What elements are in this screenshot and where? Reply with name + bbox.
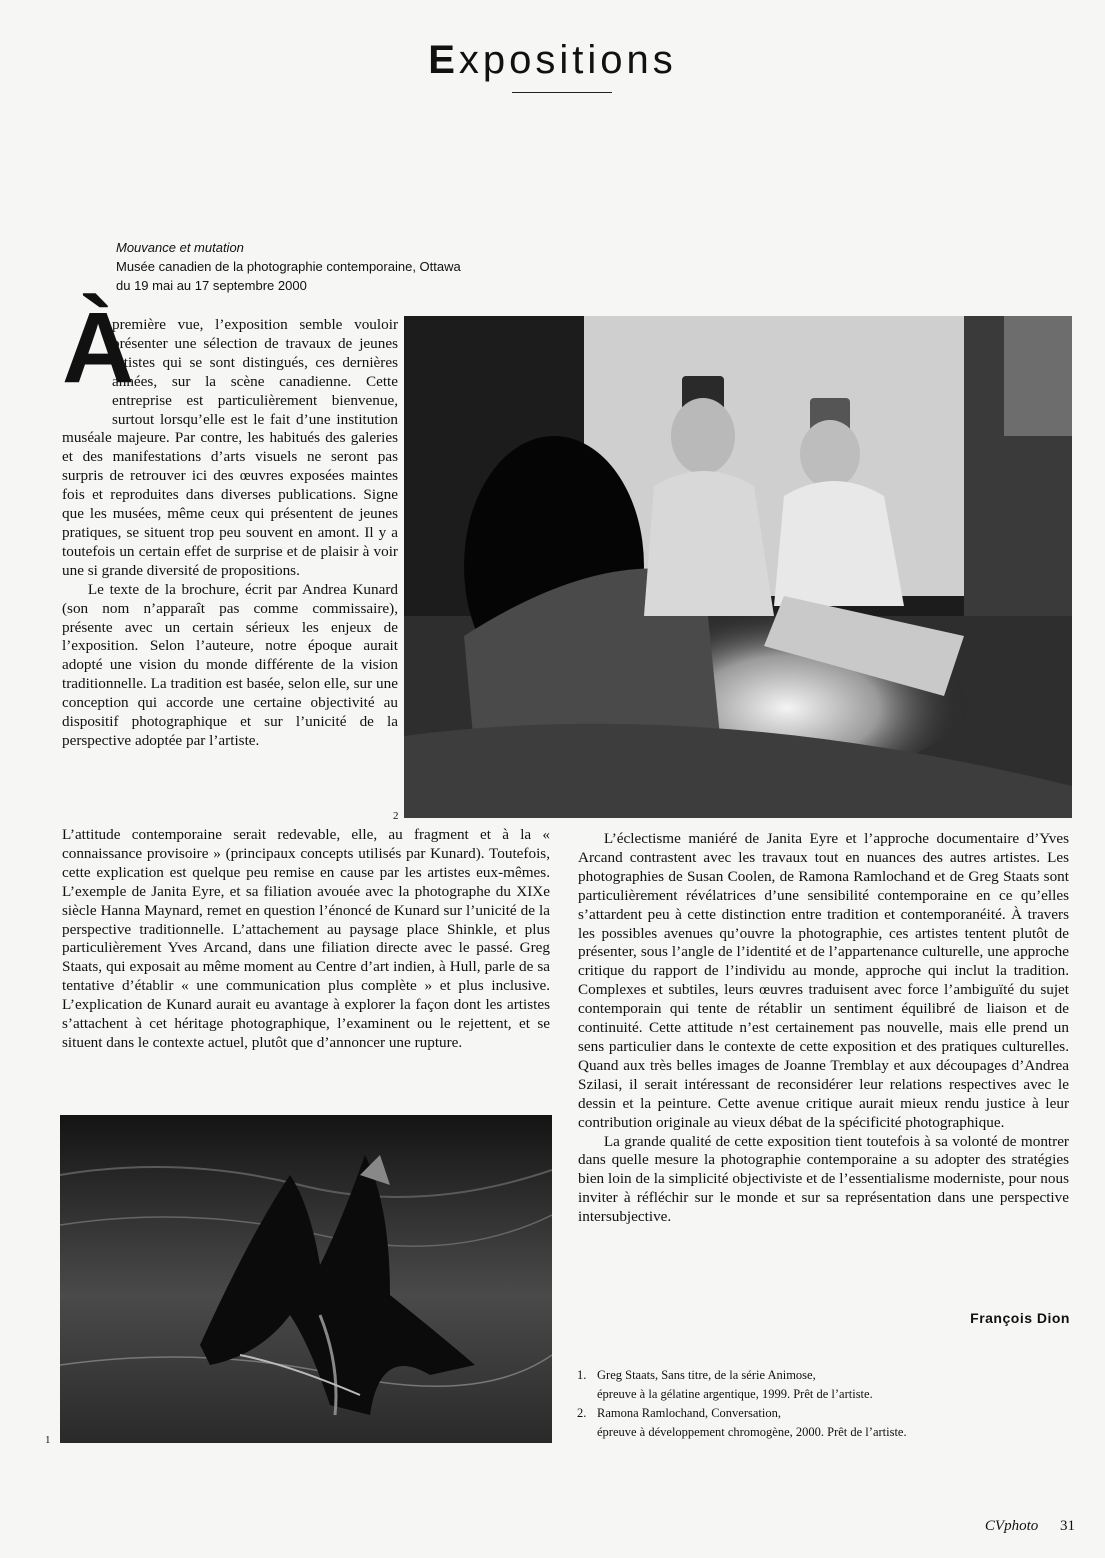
article-column-2 [578, 830, 1069, 1227]
section-title-rest: xpositions [458, 38, 677, 82]
figure-1-number: 1 [45, 1434, 51, 1446]
photo-conversation [404, 316, 1072, 818]
article-column-1-bottom [62, 826, 550, 1053]
caption-line: Greg Staats, Sans titre, de la série Animose, [597, 1368, 816, 1382]
exhibition-header [116, 238, 616, 295]
article-paragraph: première vue, l’exposition semble vouloir présenter une sélection de travaux de jeunes artistes qui se sont distingués, ces dernières années, sur la scène canadienne. Cette entreprise est particulièrement bienvenue, surtout lorsqu’elle est le fait d’une institution muséale majeure. Par contre, les habitués des galeries et des manifestations d’arts visuels ne seront pas surpris de retrouver ici des œuvres exposées maintes fois et reproduites dans diverses publications. Signe que les musées, même ceux qui présentent de jeunes pratiques, se situent trop peu souvent en amont. Il y a toutefois un certain effet de surprise et de plaisir à voir une si grande diversité de propositions. [62, 316, 398, 579]
figure-captions [577, 1366, 1057, 1442]
exhibition-venue: Musée canadien de la photographie contemporaine, Ottawa [116, 259, 461, 274]
article-paragraph: L’attitude contemporaine serait redevable, elle, au fragment et à la « connaissance provisoire » (principaux concepts utilisés par Kunard). Toutefois, cette explication est quelque peu remise en cause par les artistes eux-mêmes. L’exemple de Janita Eyre, et sa filiation avouée avec la photographe du XIXe siècle Hanna Maynard, remet en question l’énoncé de Kunard sur l’unicité de la perspective traditionnelle. L’attachement au paysage place Shinkle, et plus particulièrement Yves Arcand, dans une filiation directe avec le passé. Greg Staats, qui exposait au même moment au Centre d’art indien, à Hull, parle de sa tentative d’établir « une communication plus complète » et plus inclusive. L’explication de Kunard aurait eu avantage à explorer la façon dont les artistes s’attachent à cet héritage photographique, l’examinent ou le rejettent, et se situent dans le contexte actuel, plutôt que d’annoncer une rupture. [62, 826, 550, 1051]
caption-item [577, 1366, 1057, 1404]
exhibition-title: Mouvance et mutation [116, 240, 244, 255]
caption-line: épreuve à développement chromogène, 2000. Prêt de l’artiste. [597, 1425, 907, 1439]
page-number: 31 [1060, 1518, 1075, 1534]
section-title [0, 38, 1105, 82]
caption-number: 2. [577, 1406, 587, 1420]
article-paragraph: La grande qualité de cette exposition tient toutefois à sa volonté de montrer dans quelle mesure la photographie contemporaine a su adopter des stratégies bien loin de la simplicité objectiviste et de l’essentialisme moderniste, pour nous inviter à réfléchir sur le monde et sur sa représentation dans une perspective intersubjective. [578, 1132, 1069, 1226]
page-footer [985, 1518, 1075, 1535]
exhibition-dates: du 19 mai au 17 septembre 2000 [116, 278, 307, 293]
photo-animose [60, 1115, 552, 1443]
caption-line: épreuve à la gélatine argentique, 1999. Prêt de l’artiste. [597, 1387, 873, 1401]
photo-animose-image [60, 1115, 552, 1443]
caption-item [577, 1404, 1057, 1442]
drop-cap: À [62, 292, 135, 404]
author-signature: François Dion [970, 1310, 1070, 1326]
publication-name: CVphoto [984, 1518, 1039, 1534]
article-paragraph: L’éclectisme maniéré de Janita Eyre et l’approche documentaire d’Yves Arcand contrastent avec les travaux tout en nuances des autres artistes. Les photographies de Susan Coolen, de Ramona Ramlochand et de Greg Staats sont particulièrement révélatrices d’une sensibilité contemporaine en ce qu’elles s’attardent peu à cette distinction entre tradition et contemporanéité. À travers les possibles avenues qu’ouvre la photographie, ces artistes tentent plutôt de présenter, sous l’angle de l’identité et de l’appartenance culturelle, une approche critique du rapport de l’individu au monde, approche qui inclut la tradition. Complexes et subtiles, leurs œuvres traduisent avec force l’ambiguïté du sujet contemporain qui tente de rétablir un sentiment équilibré de liaison et de continuité. Cette attitude n’est certainement pas nouvelle, mais elle prend un sens particulier dans le contexte de cette exposition et des pratiques culturelles. Quand aux très belles images de Joanne Tremblay et aux découpages d’Andrea Szilasi, il serait intéressant de reconsidérer leur relations respectives avec le dessin et la peinture. Cette avenue critique aurait mieux rendu justice à leur contribution originale au vieux débat de la spécificité photographique. [578, 830, 1069, 1131]
article-paragraph: Le texte de la brochure, écrit par Andrea Kunard (son nom n’apparaît pas comme commissaire), présente avec un certain sérieux les enjeux de l’exposition. Selon l’auteure, notre époque aurait adopté une vision du monde différente de la vision traditionnelle. La tradition est basée, selon elle, sur une conception qui accorde une certaine objectivité au dispositif photographique et sur l’unicité de la perspective adoptée par l’artiste. [62, 580, 398, 749]
caption-line: Ramona Ramlochand, Conversation, [597, 1406, 781, 1420]
caption-number: 1. [577, 1368, 587, 1382]
title-rule [512, 92, 612, 93]
section-title-first-letter: E [428, 38, 459, 82]
figure-2-number: 2 [393, 810, 399, 822]
photo-conversation-image [404, 316, 1072, 818]
article-column-1-top [62, 316, 398, 751]
